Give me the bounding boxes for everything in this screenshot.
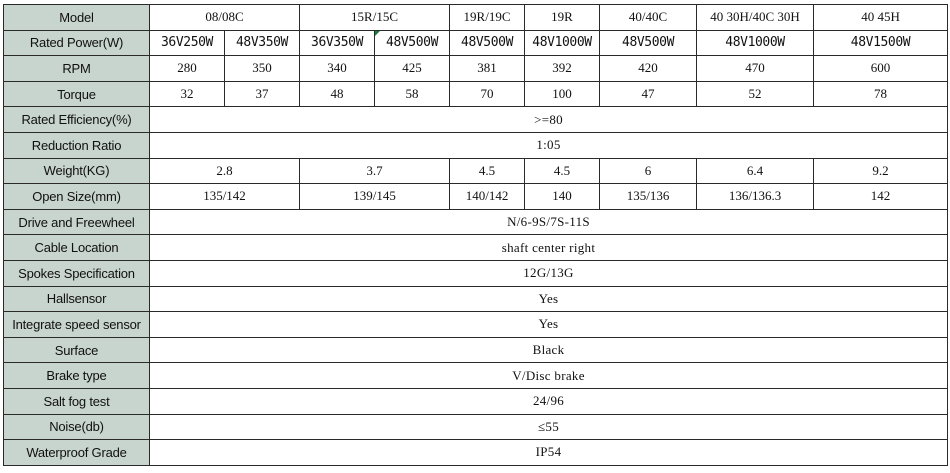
row-label-rated-power: Rated Power(W) (4, 30, 150, 56)
rated-power-cell: 48V1500W (814, 30, 948, 56)
row-label-noise: Noise(db) (4, 414, 150, 440)
speed-sensor-value: Yes (150, 312, 948, 338)
rated-power-cell: 48V1000W (525, 30, 600, 56)
table-row-surface (4, 337, 948, 363)
row-label-drive-freewheel: Drive and Freewheel (4, 209, 150, 235)
hallsensor-value: Yes (150, 286, 948, 312)
model-header: 40 45H (814, 5, 948, 31)
salt-fog-value: 24/96 (150, 388, 948, 414)
spec-table (3, 4, 948, 466)
rpm-cell: 600 (814, 56, 948, 82)
rpm-cell: 420 (600, 56, 697, 82)
torque-cell: 58 (375, 81, 450, 107)
torque-cell: 70 (450, 81, 525, 107)
rated-power-cell: 36V350W (300, 30, 375, 56)
table-row-rpm (4, 56, 948, 82)
row-label-waterproof: Waterproof Grade (4, 440, 150, 466)
table-row-rated-efficiency (4, 107, 948, 133)
torque-cell: 37 (225, 81, 300, 107)
rated-power-cell: 48V500W (375, 30, 450, 56)
model-header: 19R (525, 5, 600, 31)
row-label-weight: Weight(KG) (4, 158, 150, 184)
table-row-weight (4, 158, 948, 184)
model-header: 08/08C (150, 5, 300, 31)
weight-cell: 9.2 (814, 158, 948, 184)
weight-cell: 6 (600, 158, 697, 184)
model-header: 40 30H/40C 30H (697, 5, 814, 31)
rated-power-cell: 48V1000W (697, 30, 814, 56)
rpm-cell: 470 (697, 56, 814, 82)
table-row-waterproof (4, 440, 948, 466)
model-header: 40/40C (600, 5, 697, 31)
row-label-rpm: RPM (4, 56, 150, 82)
torque-cell: 52 (697, 81, 814, 107)
table-row-open-size (4, 184, 948, 210)
weight-cell: 2.8 (150, 158, 300, 184)
torque-cell: 48 (300, 81, 375, 107)
open-size-cell: 139/145 (300, 184, 450, 210)
table-row-spokes (4, 260, 948, 286)
row-label-torque: Torque (4, 81, 150, 107)
spokes-value: 12G/13G (150, 260, 948, 286)
open-size-cell: 135/142 (150, 184, 300, 210)
open-size-cell: 140 (525, 184, 600, 210)
table-row-salt-fog (4, 388, 948, 414)
row-label-speed-sensor: Integrate speed sensor (4, 312, 150, 338)
rpm-cell: 350 (225, 56, 300, 82)
rated-efficiency-value: >=80 (150, 107, 948, 133)
table-row-rated-power (4, 30, 948, 56)
rpm-cell: 425 (375, 56, 450, 82)
row-label-cable-location: Cable Location (4, 235, 150, 261)
reduction-ratio-value: 1:05 (150, 132, 948, 158)
open-size-cell: 136/136.3 (697, 184, 814, 210)
weight-cell: 3.7 (300, 158, 450, 184)
rpm-cell: 280 (150, 56, 225, 82)
table-row-cable-location (4, 235, 948, 261)
open-size-cell: 142 (814, 184, 948, 210)
weight-cell: 4.5 (525, 158, 600, 184)
table-row-hallsensor (4, 286, 948, 312)
open-size-cell: 140/142 (450, 184, 525, 210)
cable-location-value: shaft center right (150, 235, 948, 261)
torque-cell: 32 (150, 81, 225, 107)
rated-power-cell: 48V500W (600, 30, 697, 56)
noise-value: ≤55 (150, 414, 948, 440)
weight-cell: 4.5 (450, 158, 525, 184)
brake-value: V/Disc brake (150, 363, 948, 389)
torque-cell: 47 (600, 81, 697, 107)
row-label-open-size: Open Size(mm) (4, 184, 150, 210)
table-row-brake (4, 363, 948, 389)
table-row-model (4, 5, 948, 31)
weight-cell: 6.4 (697, 158, 814, 184)
table-row-noise (4, 414, 948, 440)
rated-power-cell: 48V500W (450, 30, 525, 56)
row-label-spokes: Spokes Specification (4, 260, 150, 286)
torque-cell: 78 (814, 81, 948, 107)
rpm-cell: 392 (525, 56, 600, 82)
model-header: 15R/15C (300, 5, 450, 31)
row-label-salt-fog: Salt fog test (4, 388, 150, 414)
model-header: 19R/19C (450, 5, 525, 31)
row-label-model: Model (4, 5, 150, 31)
table-row-drive-freewheel (4, 209, 948, 235)
row-label-rated-efficiency: Rated Efficiency(%) (4, 107, 150, 133)
table-row-torque (4, 81, 948, 107)
drive-freewheel-value: N/6-9S/7S-11S (150, 209, 948, 235)
row-label-brake: Brake type (4, 363, 150, 389)
table-row-speed-sensor (4, 312, 948, 338)
row-label-surface: Surface (4, 337, 150, 363)
torque-cell: 100 (525, 81, 600, 107)
row-label-hallsensor: Hallsensor (4, 286, 150, 312)
table-row-reduction-ratio (4, 132, 948, 158)
surface-value: Black (150, 337, 948, 363)
rated-power-cell: 48V350W (225, 30, 300, 56)
open-size-cell: 135/136 (600, 184, 697, 210)
rpm-cell: 340 (300, 56, 375, 82)
rated-power-cell: 36V250W (150, 30, 225, 56)
rpm-cell: 381 (450, 56, 525, 82)
waterproof-value: IP54 (150, 440, 948, 466)
row-label-reduction-ratio: Reduction Ratio (4, 132, 150, 158)
